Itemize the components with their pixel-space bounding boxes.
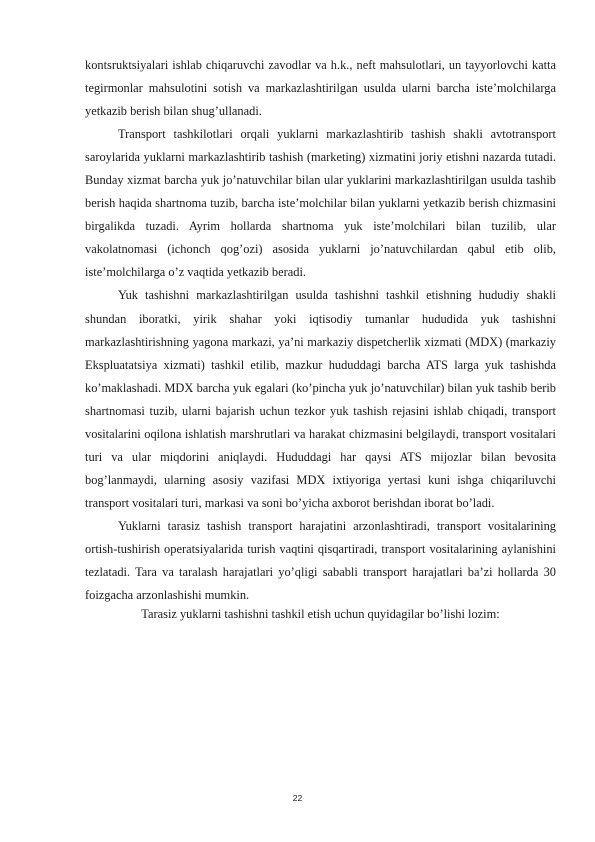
page-number: 22 — [292, 793, 303, 803]
paragraph-4: Yuklarni tarasiz tashish transport harajatini arzonlashtiradi, transport vositalarining ortish-tushirish operatsiyalarida turish vaqtini qisqartiradi, transport vositalarining aylanishini tezlatadi. Tara va taralash harajatlari yo’qligi sababli transport harajatlari ba’zi hollarda 30 foizgacha arzonlashishi mumkin. — [85, 518, 556, 603]
paragraph-3: Yuk tashishni markazlashtirilgan usulda tashishni tashkil etishning hududiy shakli shundan iboratki, yirik shahar yoki iqtisodiy tumanlar hududida yuk tashishni markazlashtirishning yagona markazi, ya’ni markaziy dispetcherlik xizmati (MDX) (markaziy Ekspluatatsiya xizmati) tashkil etilib, mazkur hududdagi barcha ATS larga yuk tashishda ko’maklashadi. MDX barcha yuk egalari (ko’pincha yuk jo’natuvchilar) bilan yuk tashib berib shartnomasi tuzib, ularni bajarish uchun tezkor yuk tashish rejasini ishlab chiqadi, transport vositalarini oqilona ishlatish marshrutlari va harakat chizmasini belgilaydi, transport vositalari turi va ular miqdorini aniqlaydi. Hududdagi har qaysi ATS mijozlar bilan bevosita bog’lanmaydi, ularning asosiy vazifasi MDX ixtiyoriga yertasi kuni ishga chiqariluvchi transport vositalari turi, markasi va soni bo’yicha axborot berishdan iborat bo’ladi. — [85, 288, 556, 510]
section-caption: Tarasiz yuklarni tashishni tashkil etish uchun quyidagilar bo’lishi lozim: — [141, 607, 500, 622]
paragraph-1: kontsruktsiyalari ishlab chiqaruvchi zavodlar va h.k., neft mahsulotlari, un tayyorlovchi katta tegirmonlar mahsulotini sotish va markazlashtirilgan usulda ularni barcha iste’molchilarga yetkazib berish bilan shug’ullanadi. — [85, 58, 556, 119]
paragraph-2: Transport tashkilotlari orqali yuklarni markazlashtirib tashish shakli avtotransport saroylarida yuklarni markazlashtirib tashish (marketing) xizmatini joriy etishni nazarda tutadi. Bunday xizmat barcha yuk jo’natuvchilar bilan ular yuklarini markazlashtirilgan usulda tashib berish haqida shartnoma tuzib, barcha iste’molchilar bilan yuklarni yetkazib berish chizmasini birgalikda tuzadi. Ayrim hollarda shartnoma yuk iste’molchilari bilan tuzilib, ular vakolatnomasi (ichonch qog’ozi) asosida yuklarni jo’natuvchilardan qabul etib olib, iste’molchilarga o’z vaqtida yetkazib beradi. — [85, 127, 556, 280]
document-page — [85, 54, 556, 622]
